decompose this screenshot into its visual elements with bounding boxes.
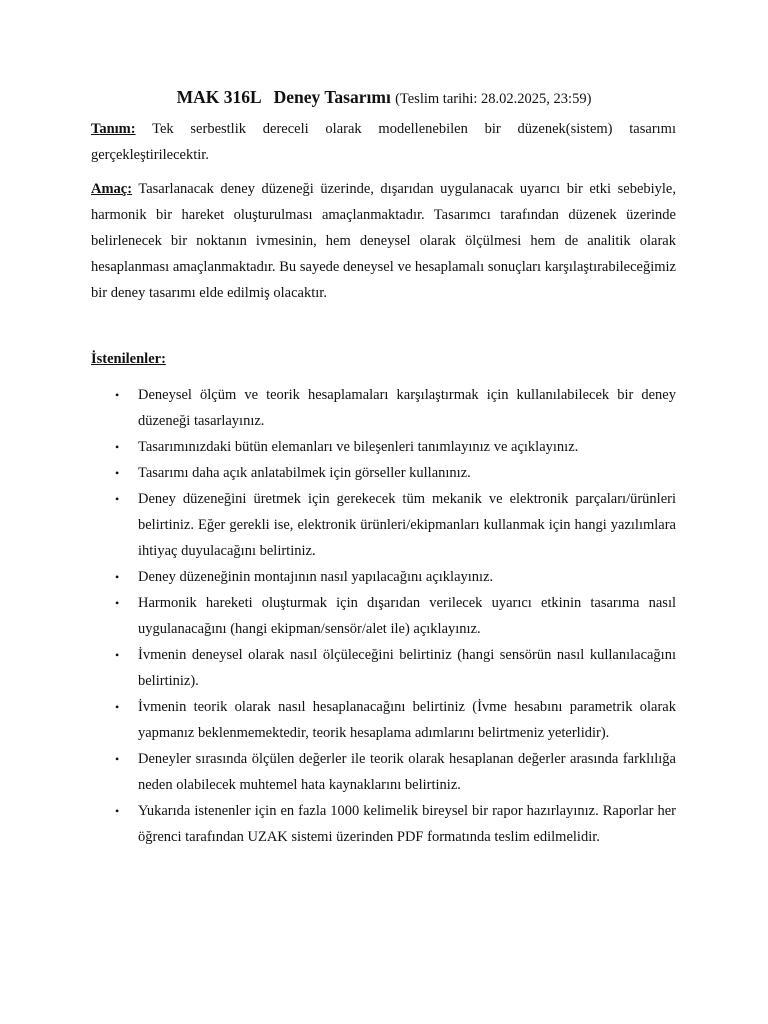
bullet-icon: • xyxy=(115,466,120,480)
bullet-icon: • xyxy=(115,648,120,662)
document-heading: Deney Tasarımı xyxy=(273,87,391,107)
list-item-text: Tasarımı daha açık anlatabilmek için görseller kullanınız. xyxy=(138,465,471,481)
list-item xyxy=(91,564,676,590)
list-item-text: İvmenin deneysel olarak nasıl ölçüleceğini belirtiniz (hangi sensörün nasıl kullanılacağını belirtiniz). xyxy=(138,647,676,689)
list-item-text: Deneysel ölçüm ve teorik hesaplamaları karşılaştırmak için kullanılabilecek bir deney düzeneği tasarlayınız. xyxy=(138,387,676,429)
bullet-icon: • xyxy=(115,700,120,714)
list-item xyxy=(91,694,676,746)
list-item xyxy=(91,642,676,694)
bullet-icon: • xyxy=(115,388,120,402)
list-item xyxy=(91,382,676,434)
bullet-icon: • xyxy=(115,596,120,610)
bullet-icon: • xyxy=(115,492,120,506)
definition-text: Tek serbestlik dereceli olarak modellenebilen bir düzenek(sistem) tasarımı gerçekleştirilecektir. xyxy=(91,121,676,163)
objective-text: Tasarlanacak deney düzeneği üzerinde, dışarıdan uygulanacak uyarıcı bir etki sebebiyle, harmonik bir hareket oluşturulması amaçlanmaktadır. Tasarımcı tarafından düzenek üzerinde belirlenecek bir noktanın ivmesinin, hem deneysel olarak ölçülmesi hem de analitik olarak hesaplanması amaçlanmaktadır. Bu sayede deneysel ve hesaplamalı sonuçları karşılaştırabileceğimiz bir deney tasarımı elde edilmiş olacaktır. xyxy=(91,181,676,301)
list-item-text: Deneyler sırasında ölçülen değerler ile teorik olarak hesaplanan değerler arasında farklılığa neden olabilecek muhtemel hata kaynaklarını belirtiniz. xyxy=(138,751,676,793)
definition-paragraph xyxy=(91,116,676,168)
objective-label: Amaç: xyxy=(91,181,133,197)
list-item-text: Deney düzeneğinin montajının nasıl yapılacağını açıklayınız. xyxy=(138,569,494,585)
list-item-text: İvmenin teorik olarak nasıl hesaplanacağını belirtiniz (İvme hesabını parametrik olarak yapmanız beklenmemektedir, teorik hesaplama adımlarını belirtmeniz yeterlidir). xyxy=(138,699,676,741)
list-item-text: Deney düzeneğini üretmek için gerekecek tüm mekanik ve elektronik parçaları/ürünleri belirtiniz. Eğer gerekli ise, elektronik ürünleri/ekipmanları kullanmak için hangi yazılımlara ihtiyaç duyulacağını belirtiniz. xyxy=(138,491,676,559)
course-code: MAK 316L xyxy=(176,87,262,107)
bullet-icon: • xyxy=(115,752,120,766)
list-item xyxy=(91,746,676,798)
list-item xyxy=(91,590,676,642)
list-item xyxy=(91,434,676,460)
bullet-icon: • xyxy=(115,570,120,584)
list-item xyxy=(91,486,676,564)
list-item-text: Harmonik hareketi oluşturmak için dışarıdan verilecek uyarıcı etkinin tasarıma nasıl uygulanacağını (hangi ekipman/sensör/alet ile) açıklayınız. xyxy=(138,595,676,637)
list-item-text: Yukarıda istenenler için en fazla 1000 kelimelik bireysel bir rapor hazırlayınız. Raporlar her öğrenci tarafından UZAK sistemi üzerinden PDF formatında teslim edilmelidir. xyxy=(138,803,676,845)
due-date: (Teslim tarihi: 28.02.2025, 23:59) xyxy=(395,91,592,107)
requirements-heading: İstenilenler: xyxy=(91,351,166,367)
bullet-icon: • xyxy=(115,440,120,454)
bullet-icon: • xyxy=(115,804,120,818)
document-title xyxy=(0,86,768,110)
objective-paragraph xyxy=(91,176,676,306)
definition-label: Tanım: xyxy=(91,121,136,137)
requirements-list xyxy=(91,382,676,850)
list-item-text: Tasarımınızdaki bütün elemanları ve bileşenleri tanımlayınız ve açıklayınız. xyxy=(138,439,579,455)
list-item xyxy=(91,460,676,486)
list-item xyxy=(91,798,676,850)
